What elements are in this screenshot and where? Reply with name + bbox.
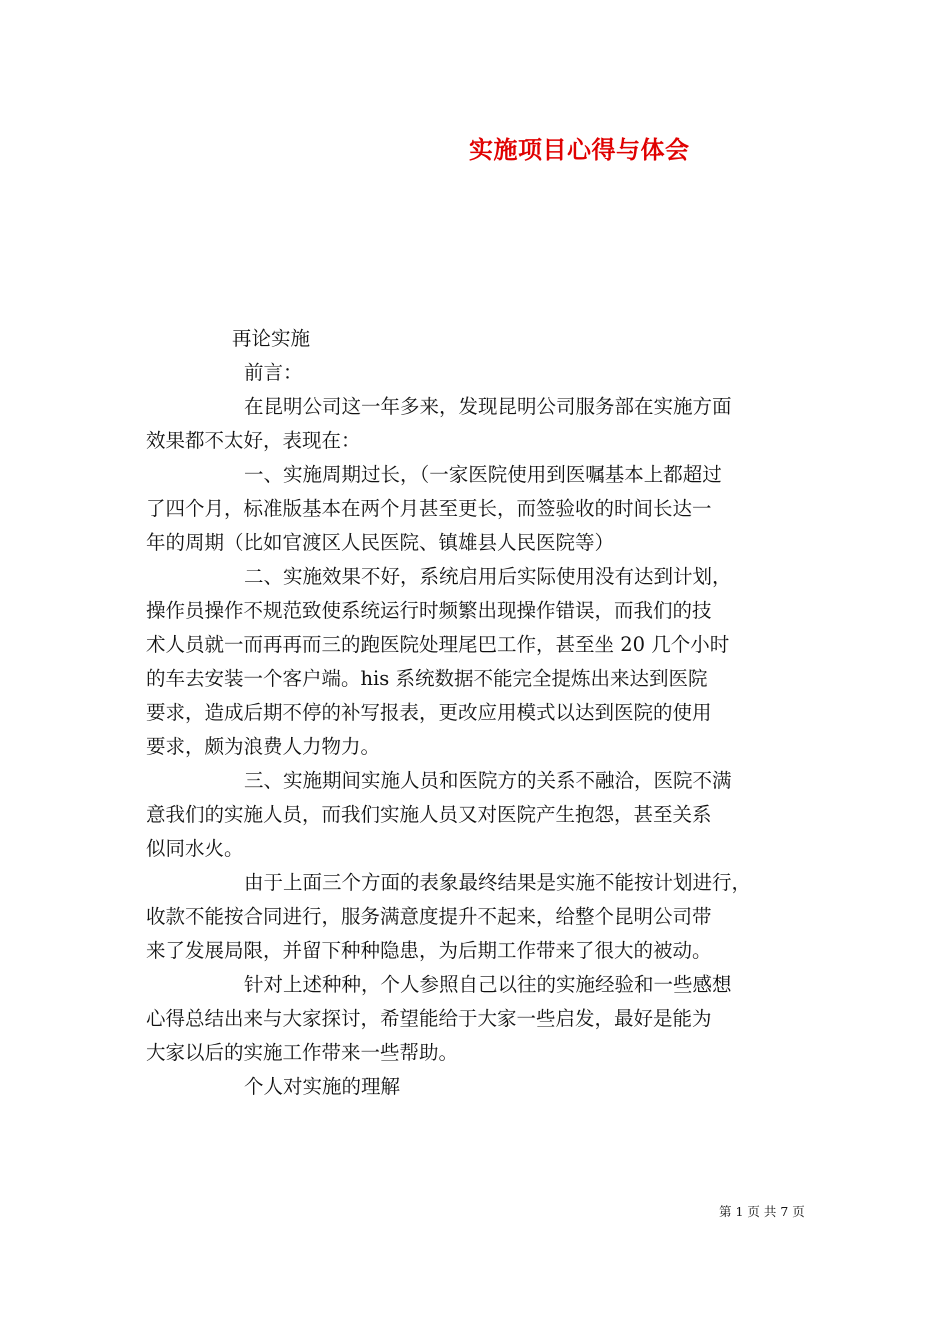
paragraph-line: 三、实施期间实施人员和医院方的关系不融洽，医院不满 xyxy=(244,769,732,792)
paragraph-line: 一、实施周期过长，（一家医院使用到医嘱基本上都超过 xyxy=(244,463,722,486)
document-title: 实施项目心得与体会 xyxy=(469,135,690,164)
paragraph-line: 二、实施效果不好，系统启用后实际使用没有达到计划， xyxy=(244,565,732,588)
document-body xyxy=(146,322,806,1104)
paragraph-line: 要求，颇为浪费人力物力。 xyxy=(146,735,381,758)
paragraph-line: 意我们的实施人员，而我们实施人员又对医院产生抱怨，甚至关系 xyxy=(146,803,712,826)
paragraph-line: 了四个月，标准版基本在两个月甚至更长，而签验收的时间长达一 xyxy=(146,497,712,520)
paragraph-line: 操作员操作不规范致使系统运行时频繁出现操作错误，而我们的技 xyxy=(146,599,712,622)
paragraph-line: 效果都不太好，表现在： xyxy=(146,429,361,452)
page-footer: 第 1 页 共 7 页 xyxy=(719,1204,805,1219)
section-heading: 再论实施 xyxy=(232,327,311,350)
paragraph-line: 要求，造成后期不停的补写报表，更改应用模式以达到医院的使用 xyxy=(146,701,712,724)
paragraph-line: 在昆明公司这一年多来，发现昆明公司服务部在实施方面 xyxy=(244,395,732,418)
paragraph-line: 由于上面三个方面的表象最终结果是实施不能按计划进行， xyxy=(244,871,752,894)
paragraph-line: 收款不能按合同进行，服务满意度提升不起来，给整个昆明公司带 xyxy=(146,905,712,928)
paragraph-line: 年的周期（比如官渡区人民医院、镇雄县人民医院等） xyxy=(146,531,615,554)
paragraph-line: 的车去安装一个客户端。his 系统数据不能完全提炼出来达到医院 xyxy=(146,667,708,690)
preface-label: 前言： xyxy=(244,361,303,384)
paragraph-line: 术人员就一而再再而三的跑医院处理尾巴工作，甚至坐 20 几个小时 xyxy=(146,633,730,656)
paragraph-line: 似同水火。 xyxy=(146,837,244,860)
section-heading: 个人对实施的理解 xyxy=(244,1075,401,1098)
paragraph-line: 针对上述种种，个人参照自己以往的实施经验和一些感想 xyxy=(244,973,732,996)
paragraph-line: 大家以后的实施工作带来一些帮助。 xyxy=(146,1041,459,1064)
paragraph-line: 心得总结出来与大家探讨，希望能给于大家一些启发，最好是能为 xyxy=(146,1007,712,1030)
paragraph-line: 来了发展局限，并留下种种隐患，为后期工作带来了很大的被动。 xyxy=(146,939,712,962)
